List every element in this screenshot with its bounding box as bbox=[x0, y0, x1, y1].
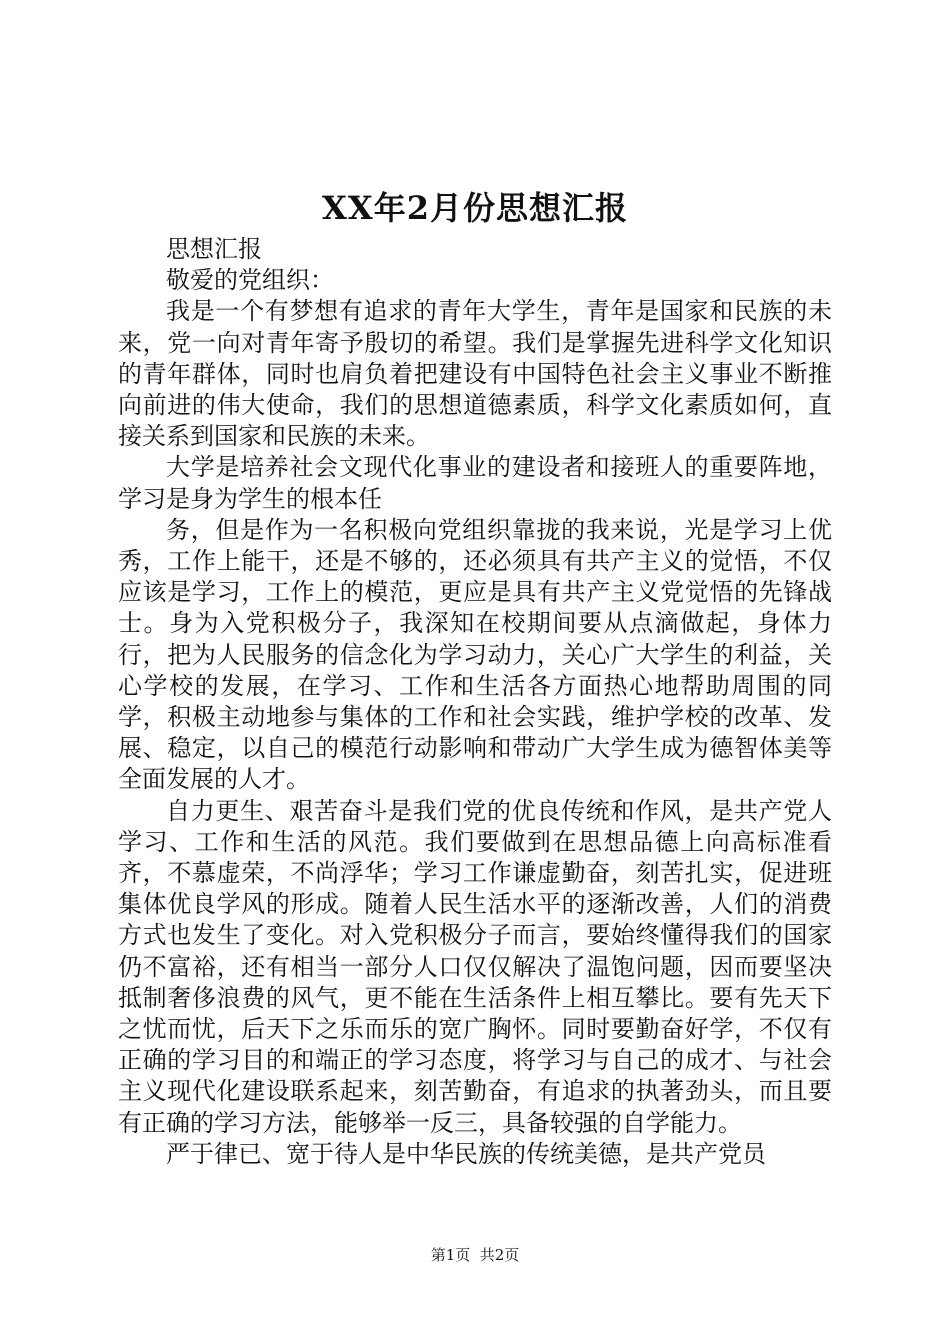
page-number: 第1页 共2页 bbox=[430, 1246, 520, 1264]
paragraph-salutation: 敬爱的党组织： bbox=[166, 266, 334, 295]
paragraph: 自力更生、艰苦奋斗是我们党的优良传统和作风，是共产党人学习、工作和生活的风范。我们要做到在思想品德上向高标准看齐，不慕虚荣，不尚浮华；学习工作谦虚勤奋，刻苦扎实，促进班集体优良学风的形成。随着人民生活水平的逐渐改善，人们的消费方式也发生了变化。对入党积极分子而言，要始终懂得我们的国家仍不富裕，还有相当一部分人口仅仅解决了温饱问题，因而要坚决抵制奢侈浪费的风气，更不能在生活条件上相互攀比。要有先天下之忧而忧，后天下之乐而乐的宽广胸怀。同时要勤奋好学，不仅有正确的学习目的和端正的学习态度，将学习与自己的成才、与社会主义现代化建设联系起来，刻苦勤奋，有追求的执著劲头，而且要有正确的学习方法，能够举一反三，具备较强的自学能力。 bbox=[118, 796, 832, 1137]
paragraph-heading: 思想汇报 bbox=[166, 235, 262, 263]
paragraph: 务，但是作为一名积极向党组织靠拢的我来说，光是学习上优秀，工作上能干，还是不够的，还必须具有共产主义的觉悟，不仅应该是学习，工作上的模范，更应是具有共产主义党觉悟的先锋战士。身为入党积极分子，我深知在校期间要从点滴做起，身体力行，把为人民服务的信念化为学习动力，关心广大学生的利益，关心学校的发展，在学习、工作和生活各方面热心地帮助周围的同学，积极主动地参与集体的工作和社会实践，维护学校的改革、发展、稳定，以自己的模范行动影响和带动广大学生成为德智体美等全面发展的人才。 bbox=[118, 515, 832, 794]
document-title: XX年2月份思想汇报 bbox=[322, 189, 628, 227]
paragraph: 我是一个有梦想有追求的青年大学生，青年是国家和民族的未来，党一向对青年寄予殷切的希望。我们是掌握先进科学文化知识的青年群体，同时也肩负着把建设有中国特色社会主义事业不断推向前进的伟大使命，我们的思想道德素质，科学文化素质如何，直接关系到国家和民族的未来。 bbox=[118, 297, 832, 451]
page-footer bbox=[0, 1245, 950, 1265]
paragraph: 大学是培养社会文现代化事业的建设者和接班人的重要阵地，学习是身为学生的根本任 bbox=[118, 453, 832, 513]
paragraph: 严于律已、宽于待人是中华民族的传统美德，是共产党员 bbox=[166, 1139, 766, 1168]
document-body bbox=[118, 234, 832, 1170]
